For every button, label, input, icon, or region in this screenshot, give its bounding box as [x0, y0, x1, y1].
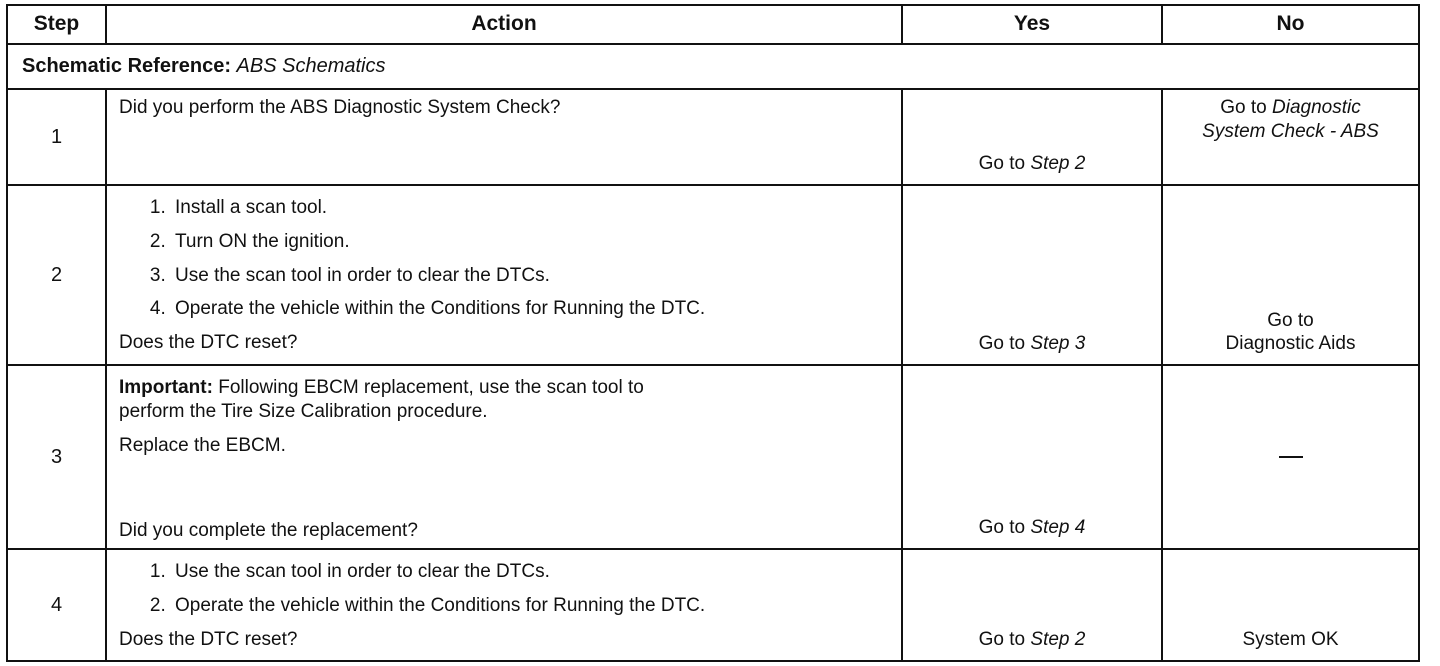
- no-prefix: Go to: [1267, 309, 1314, 331]
- yes-step-link[interactable]: Step 2: [1030, 629, 1086, 651]
- no-dash-icon: [1279, 456, 1303, 458]
- step-row-1: [7, 89, 1419, 185]
- no-cell: [1162, 185, 1419, 365]
- step-question: Did you complete the replacement?: [119, 520, 418, 542]
- no-cell: [1162, 89, 1419, 185]
- step-action: [106, 365, 902, 549]
- schematic-reference-row: [7, 44, 1419, 89]
- header-yes: Yes: [902, 5, 1162, 44]
- step-number: 4: [7, 549, 106, 661]
- substep-item: 1. Use the scan tool in order to clear the DTCs.: [171, 560, 893, 584]
- yes-cell: [902, 365, 1162, 549]
- step-question: Did you perform the ABS Diagnostic System Check?: [119, 97, 561, 118]
- step-instruction: Replace the EBCM.: [119, 434, 286, 456]
- no-link-part2[interactable]: System Check - ABS: [1202, 120, 1379, 142]
- step-question: Does the DTC reset?: [119, 332, 298, 353]
- schematic-reference-link[interactable]: ABS Schematics: [236, 55, 386, 77]
- yes-prefix: Go to: [978, 629, 1026, 651]
- substep-item: 3. Use the scan tool in order to clear the DTCs.: [171, 264, 893, 288]
- important-text: Following EBCM replacement, use the scan tool to: [218, 377, 644, 398]
- step-action: [106, 185, 902, 365]
- header-step: Step: [7, 5, 106, 44]
- step-action: [106, 89, 902, 185]
- header-action: Action: [106, 5, 902, 44]
- substep-list: [119, 196, 893, 321]
- yes-step-link[interactable]: Step 4: [1030, 517, 1086, 539]
- yes-step-link[interactable]: Step 3: [1030, 333, 1086, 355]
- step-question: Does the DTC reset?: [119, 628, 298, 650]
- step-action: [106, 549, 902, 661]
- substep-item: 2. Turn ON the ignition.: [171, 230, 893, 254]
- step-row-2: [7, 185, 1419, 365]
- step-number: 2: [7, 185, 106, 365]
- no-cell: [1162, 549, 1419, 661]
- diagnostic-table: [6, 4, 1420, 662]
- yes-step-link[interactable]: Step 2: [1030, 153, 1086, 175]
- schematic-reference-label: Schematic Reference:: [22, 55, 231, 77]
- yes-cell: [902, 89, 1162, 185]
- important-label: Important:: [119, 377, 213, 398]
- header-row: [7, 5, 1419, 44]
- substep-item: 4. Operate the vehicle within the Conditions for Running the DTC.: [171, 297, 893, 321]
- step-number: 3: [7, 365, 106, 549]
- yes-cell: [902, 185, 1162, 365]
- no-prefix: Go to: [1220, 97, 1267, 118]
- no-link-part1[interactable]: Diagnostic: [1272, 97, 1361, 118]
- yes-prefix: Go to: [978, 517, 1026, 539]
- substep-item: 2. Operate the vehicle within the Conditions for Running the DTC.: [171, 594, 893, 618]
- no-system-ok: System OK: [1242, 629, 1339, 651]
- important-text: perform the Tire Size Calibration procedure.: [119, 400, 488, 422]
- step-number: 1: [7, 89, 106, 185]
- step-row-3: [7, 365, 1419, 549]
- yes-prefix: Go to: [978, 333, 1026, 355]
- schematic-reference: [7, 44, 1419, 89]
- substep-item: 1. Install a scan tool.: [171, 196, 893, 220]
- header-no: No: [1162, 5, 1419, 44]
- yes-cell: [902, 549, 1162, 661]
- substep-list: [119, 560, 893, 618]
- no-cell: [1162, 365, 1419, 549]
- step-row-4: [7, 549, 1419, 661]
- yes-prefix: Go to: [978, 153, 1026, 175]
- no-diagnostic-aids-link[interactable]: Diagnostic Aids: [1225, 333, 1356, 355]
